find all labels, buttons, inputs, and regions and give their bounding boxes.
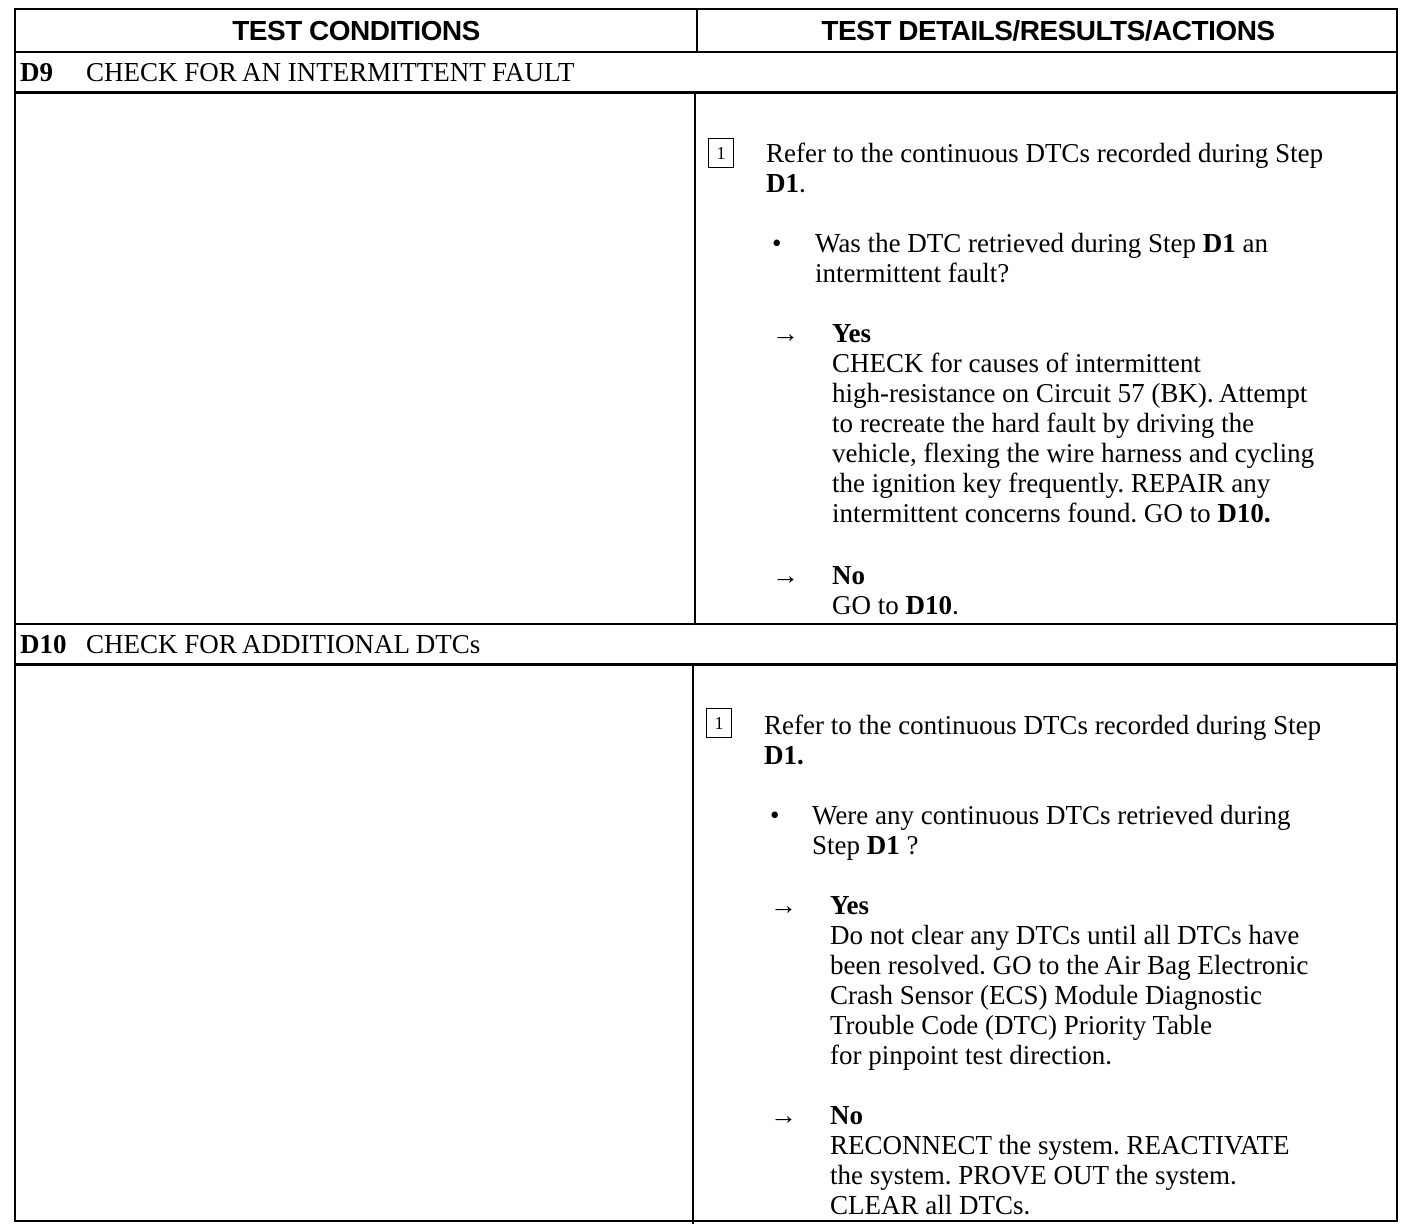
arrow-right-icon: → [770,1100,797,1130]
no-label: No [830,1100,863,1130]
section-d9-code: D9 [20,56,53,87]
question-text: Were any continuous DTCs retrieved during Step D1 ? [812,800,1291,860]
step-number-box: 1 [706,708,732,738]
yes-result: Yes Do not clear any DTCs until all DTCs have been resolved. GO to the Air Bag Electronic Crash Sensor (ECS) Module Diagnostic Trouble Code (DTC) Priority Table for pinpoint test direction. [830,890,1309,1070]
step-number-box: 1 [708,138,734,168]
arrow-right-icon: → [772,560,799,590]
step-instruction: Refer to the continuous DTCs recorded during Step D1. [766,138,1324,198]
section-d10-code: D10 [20,628,67,659]
no-result: No RECONNECT the system. REACTIVATE the system. PROVE OUT the system. CLEAR all DTCs. [830,1100,1290,1220]
bullet-icon: • [772,228,782,258]
no-label: No [832,560,865,590]
test-table [14,8,1398,1222]
section-d9-title: CHECK FOR AN INTERMITTENT FAULT [86,56,575,87]
yes-label: Yes [830,890,869,920]
bullet-icon: • [770,800,780,830]
question-text: Was the DTC retrieved during Step D1 an intermittent fault? [815,228,1268,288]
yes-result: Yes CHECK for causes of intermittent high-resistance on Circuit 57 (BK). Attempt to recreate the hard fault by driving the vehicle, flexing the wire harness and cycling the ignition key frequently. REPAIR any intermittent concerns found. GO to D10. [832,318,1315,528]
section-d10-title: CHECK FOR ADDITIONAL DTCs [86,628,481,659]
yes-label: Yes [832,318,871,348]
no-result: No GO to D10. [832,560,959,620]
section-d10-details [16,10,1396,1220]
header-test-conditions: TEST CONDITIONS [232,15,480,46]
step-instruction: Refer to the continuous DTCs recorded during Step D1. [764,710,1322,770]
arrow-right-icon: → [770,890,797,920]
header-test-details: TEST DETAILS/RESULTS/ACTIONS [821,15,1275,46]
arrow-right-icon: → [772,318,799,348]
